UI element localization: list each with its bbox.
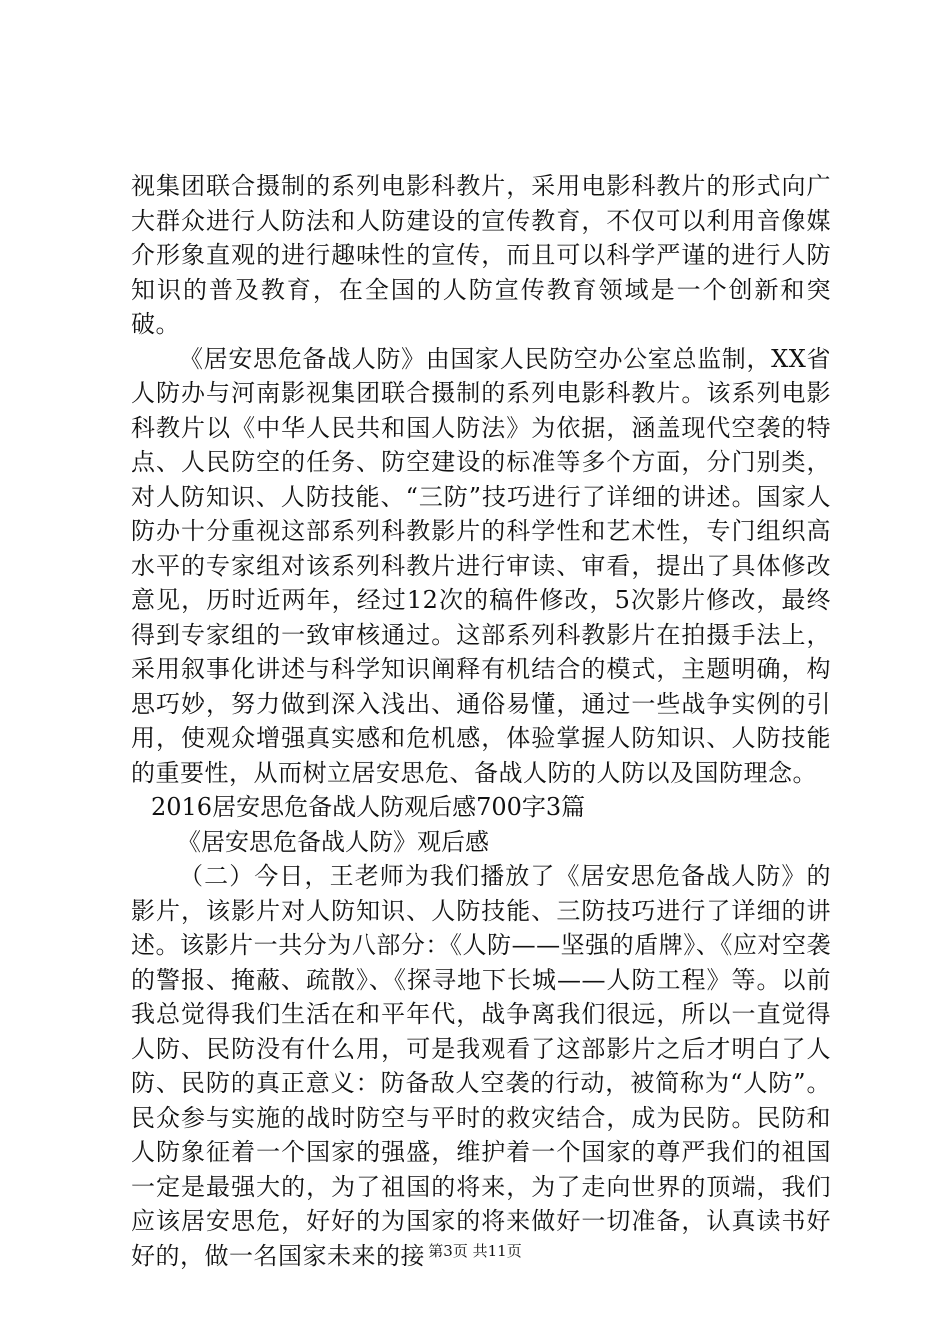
paragraph-continuation: 视集团联合摄制的系列电影科教片，采用电影科教片的形式向广大群众进行人防法和人防建设的宣传教育，不仅可以利用音像媒介形象直观的进行趣味性的宣传，而且可以科学严谨的进行人防知识的普及教育，在全国的人防宣传教育领域是一个创新和突破。 [131, 172, 831, 338]
section-title: 2016居安思危备战人防观后感700字3篇 [151, 793, 586, 821]
paragraph-review: （二）今日，王老师为我们播放了《居安思危备战人防》的影片，该影片对人防知识、人防技能、三防技巧进行了详细的讲述。该影片一共分为八部分：《人防——坚强的盾牌》、《应对空袭的警报、掩蔽、疏散》、《探寻地下长城——人防工程》等。以前我总觉得我们生活在和平年代，战争离我们很远，所以一直觉得人防、民防没有什么用，可是我观看了这部影片之后才明白了人防、民防的真正意义：防备敌人空袭的行动，被简称为“人防”。民众参与实施的战时防空与平时的救灾结合，成为民防。民防和人防象征着一个国家的强盛，维护着一个国家的尊严我们的祖国一定是最强大的，为了祖国的将来，为了走向世界的顶端，我们应该居安思危，好好的为国家的将来做好一切准备，认真读书好好的，做一名国家未来的接 [131, 862, 831, 1270]
section-subtitle: 《居安思危备战人防》观后感 [177, 827, 489, 856]
document-body [131, 169, 831, 1273]
paragraph-film-introduction: 《居安思危备战人防》由国家人民防空办公室总监制，XX省人防办与河南影视集团联合摄制的系列电影科教片。该系列电影科教片以《中华人民共和国人防法》为依据，涵盖现代空袭的特点、人民防空的任务、防空建设的标准等多个方面，分门别类，对人防知识、人防技能、“三防”技巧进行了详细的讲述。国家人防办十分重视这部系列科教影片的科学性和艺术性，专门组织高水平的专家组对该系列科教片进行审读、审看，提出了具体修改意见，历时近两年，经过12次的稿件修改，5次影片修改，最终得到专家组的一致审核通过。这部系列科教影片在拍摄手法上，采用叙事化讲述与科学知识阐释有机结合的模式，主题明确，构思巧妙，努力做到深入浅出、通俗易懂，通过一些战争实例的引用，使观众增强真实感和危机感，体验掌握人防知识、人防技能的重要性，从而树立居安思危、备战人防的人防以及国防理念。 [131, 344, 831, 787]
page-number-footer: 第3页 共11页 [428, 1242, 522, 1260]
